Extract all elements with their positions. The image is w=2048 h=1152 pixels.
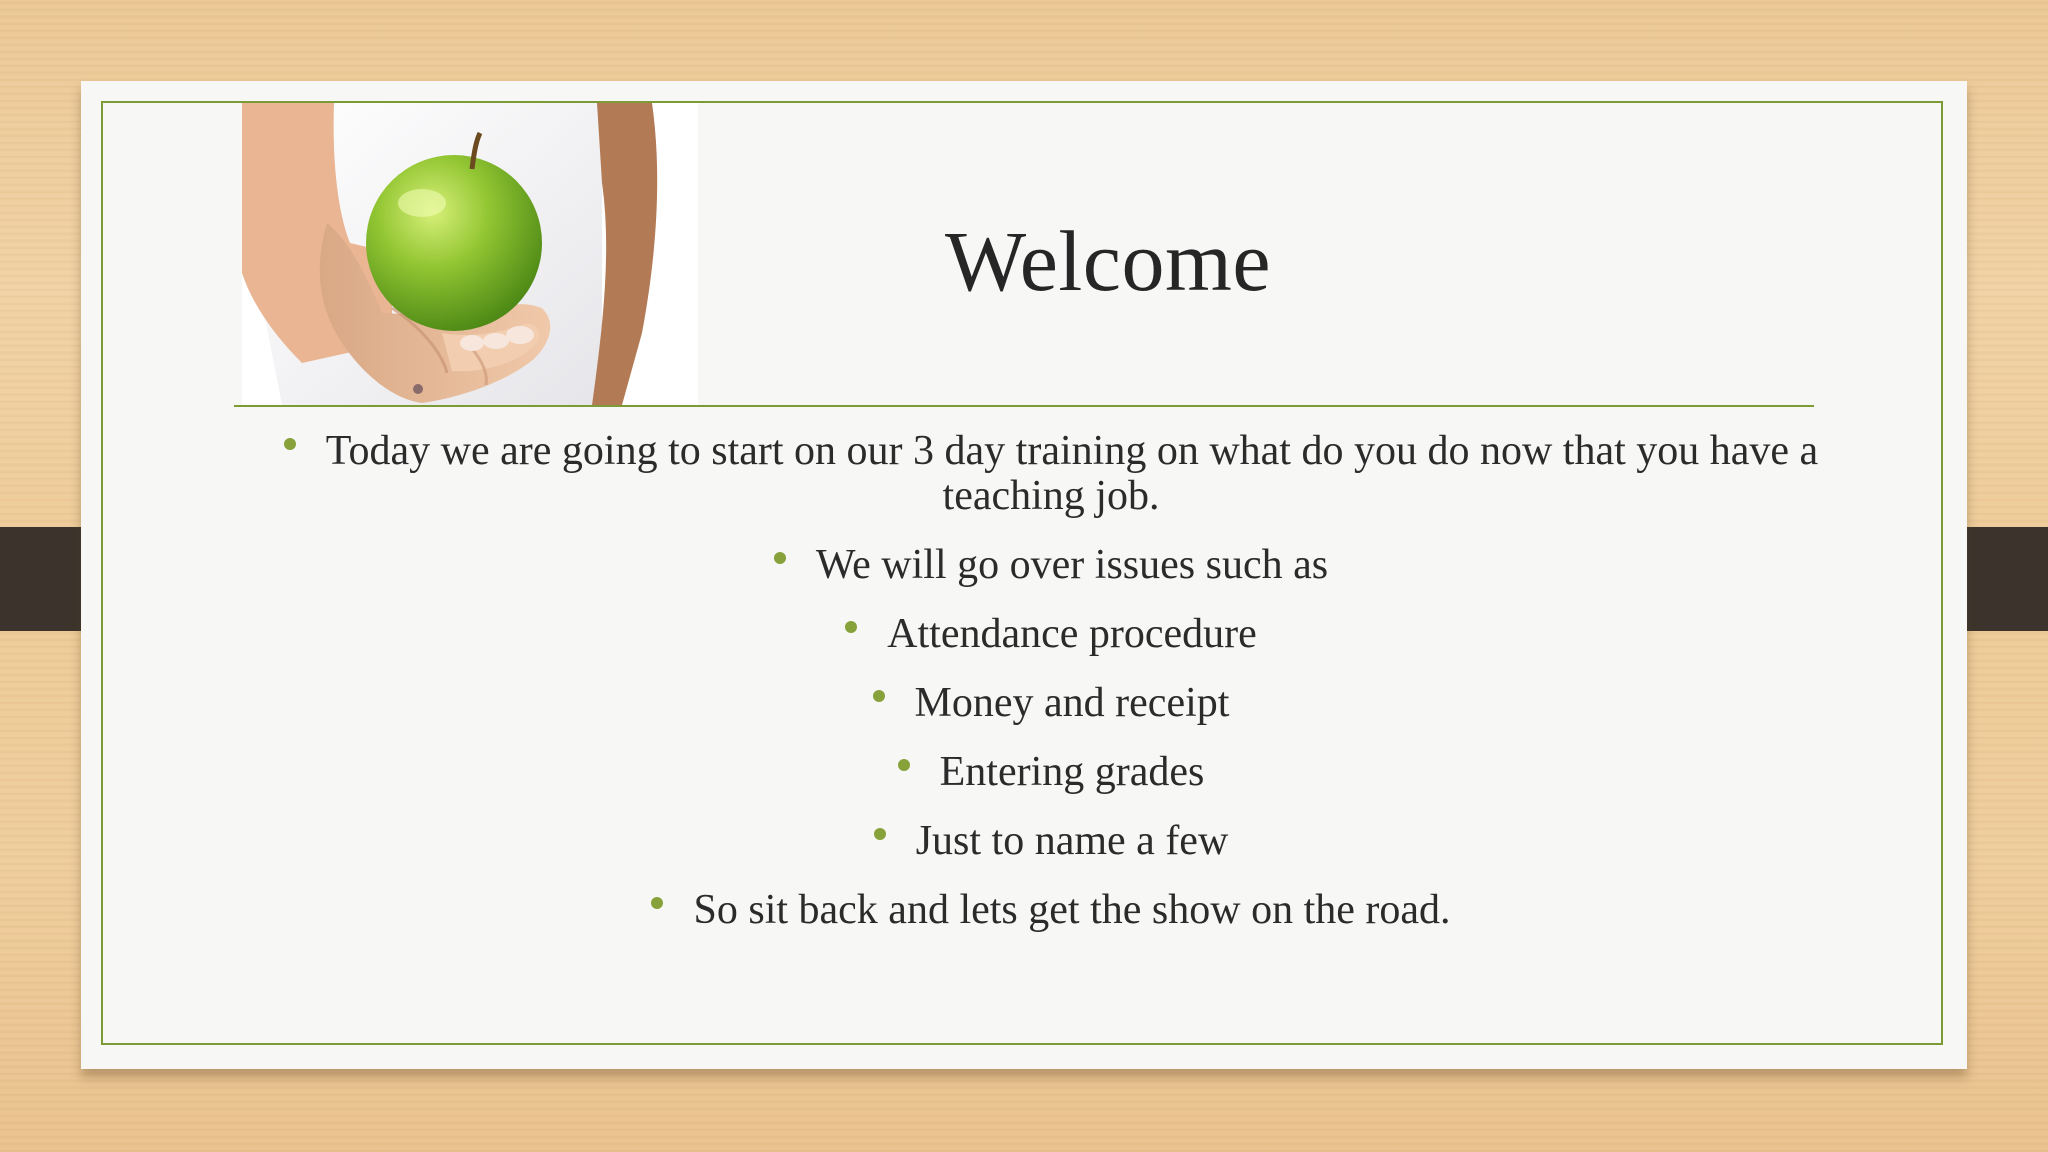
bullet-text: Attendance procedure xyxy=(887,611,1257,657)
bullet-dot-icon xyxy=(898,759,910,771)
bullet-dot-icon xyxy=(774,552,786,564)
slide-title: Welcome xyxy=(944,213,1272,309)
bullet-item xyxy=(241,750,1861,795)
bullet-text: Entering grades xyxy=(939,749,1205,795)
bullet-dot-icon xyxy=(874,828,886,840)
bullet-text: We will go over issues such as xyxy=(815,542,1329,588)
title-divider xyxy=(234,405,1814,407)
bullet-text: Today we are going to start on our 3 day training on what do you do now that you have a teaching job. xyxy=(325,428,1819,519)
bullet-text: Just to name a few xyxy=(915,818,1229,864)
bullet-dot-icon xyxy=(845,621,857,633)
bullet-item xyxy=(241,819,1861,864)
bullet-item xyxy=(241,543,1861,588)
bullet-item xyxy=(241,888,1861,933)
bullet-item xyxy=(241,429,1861,519)
bullet-item xyxy=(241,612,1861,657)
bullet-list xyxy=(241,429,1861,957)
bullet-dot-icon xyxy=(873,690,885,702)
bullet-dot-icon xyxy=(284,438,296,450)
bullet-dot-icon xyxy=(651,897,663,909)
apple-hand-photo xyxy=(242,103,698,405)
slide-card xyxy=(81,81,1967,1069)
bullet-item xyxy=(241,681,1861,726)
bullet-text: So sit back and lets get the show on the road. xyxy=(693,887,1451,933)
apple-hand-illustration xyxy=(242,103,698,405)
bullet-text: Money and receipt xyxy=(914,680,1230,726)
